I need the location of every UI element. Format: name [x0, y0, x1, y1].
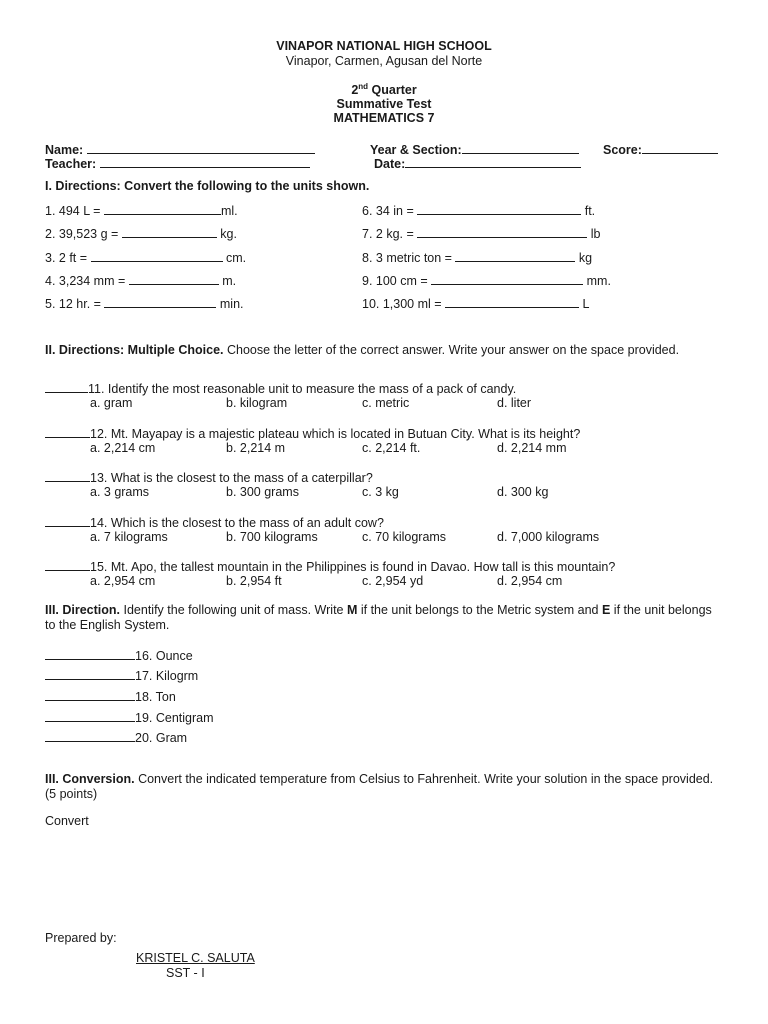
item-question: 7. 2 kg. =: [362, 227, 418, 241]
item-question: 8. 3 metric ton =: [362, 251, 456, 265]
unit-item: [45, 730, 187, 745]
mc-question: [45, 559, 615, 574]
preparer-position: SST - I: [166, 966, 205, 980]
question-text: 12. Mt. Mayapay is a majestic plateau which is located in Butuan City. What is its height?: [90, 427, 581, 441]
conversion-item[interactable]: [45, 203, 238, 218]
choice-b: b. 2,214 m: [226, 441, 286, 455]
name-line[interactable]: [87, 142, 315, 154]
choice-d: d. 300 kg: [497, 485, 549, 499]
choice-d: d. liter: [497, 396, 532, 410]
item-question: 10. 1,300 ml =: [362, 297, 446, 311]
item-unit: kg.: [216, 227, 237, 241]
choice-c: c. 3 kg: [362, 485, 399, 499]
part2-heading-text: Choose the letter of the correct answer. Write your answer on the space provided.: [223, 343, 680, 357]
conversion-item[interactable]: [45, 250, 246, 265]
conversion-item[interactable]: [362, 250, 592, 265]
item-unit: lb: [587, 227, 601, 241]
item-unit: ml.: [220, 204, 238, 218]
unit-item: [45, 710, 214, 725]
answer-line[interactable]: [104, 296, 216, 308]
choice-a: a. 3 grams: [90, 485, 150, 499]
unit-label: 17. Kilogrm: [135, 669, 199, 683]
choice-d: d. 2,214 mm: [497, 441, 567, 455]
answer-line[interactable]: [417, 203, 581, 215]
part4-heading-text: Convert the indicated temperature from Celsius to Fahrenheit. Write your solution in the space provided. (5 points): [45, 772, 714, 801]
subject-title: MATHEMATICS 7: [333, 111, 435, 125]
unit-item: [45, 668, 198, 683]
score-label: Score:: [603, 143, 642, 157]
question-text: 13. What is the closest to the mass of a caterpillar?: [90, 471, 373, 485]
unit-item: [45, 648, 193, 663]
preparer-name: KRISTEL C. SALUTA: [136, 951, 255, 965]
score-field[interactable]: [603, 142, 718, 157]
answer-line[interactable]: [45, 381, 88, 393]
score-line[interactable]: [642, 142, 718, 154]
choice-b: b. kilogram: [226, 396, 288, 410]
choice-c: c. metric: [362, 396, 410, 410]
answer-line[interactable]: [45, 515, 90, 527]
part3-heading: [45, 603, 723, 633]
item-question: 3. 2 ft =: [45, 251, 91, 265]
answer-line[interactable]: [45, 730, 135, 742]
school-address: Vinapor, Carmen, Agusan del Norte: [285, 54, 483, 68]
unit-label: 16. Ounce: [135, 649, 193, 663]
part4-heading-bold: III. Conversion.: [45, 772, 135, 786]
mc-question: [45, 381, 516, 396]
metric-letter: M: [346, 603, 358, 617]
quarter-number: 2: [351, 83, 359, 98]
quarter-suffix: nd: [358, 82, 369, 91]
year-section-line[interactable]: [462, 142, 579, 154]
item-unit: kg: [575, 251, 593, 265]
unit-item: [45, 689, 176, 704]
item-unit: cm.: [222, 251, 247, 265]
part3-text-3: if the unit belongs to the English System.: [45, 603, 712, 632]
date-label: Date:: [374, 157, 406, 171]
choice-a: a. gram: [90, 396, 133, 410]
answer-line[interactable]: [417, 226, 587, 238]
item-question: 1. 494 L =: [45, 204, 104, 218]
answer-line[interactable]: [455, 250, 575, 262]
school-name: VINAPOR NATIONAL HIGH SCHOOL: [276, 39, 492, 53]
part3-text-1: Identify the following unit of mass. Write: [120, 603, 347, 617]
choice-d: d. 7,000 kilograms: [497, 530, 600, 544]
choice-d: d. 2,954 cm: [497, 574, 563, 588]
conversion-item[interactable]: [362, 273, 611, 288]
part1-heading: I. Directions: Convert the following to the units shown.: [45, 179, 370, 193]
answer-line[interactable]: [45, 710, 135, 722]
answer-line[interactable]: [45, 668, 135, 680]
item-unit: L: [579, 297, 590, 311]
item-unit: min.: [216, 297, 244, 311]
quarter-word: Quarter: [371, 83, 417, 98]
question-text: 14. Which is the closest to the mass of an adult cow?: [90, 516, 384, 530]
english-letter: E: [601, 603, 611, 617]
part3-heading-bold: III. Direction.: [45, 603, 121, 617]
teacher-label: Teacher:: [45, 157, 97, 171]
answer-line[interactable]: [91, 250, 223, 262]
mc-question: [45, 515, 384, 530]
choice-c: c. 2,954 yd: [362, 574, 424, 588]
answer-line[interactable]: [45, 689, 135, 701]
answer-line[interactable]: [45, 648, 135, 660]
mc-question: [45, 470, 373, 485]
choice-a: a. 7 kilograms: [90, 530, 168, 544]
item-question: 2. 39,523 g =: [45, 227, 122, 241]
teacher-field[interactable]: [45, 156, 310, 171]
date-line[interactable]: [405, 156, 581, 168]
item-unit: mm.: [583, 274, 611, 288]
answer-line[interactable]: [45, 426, 90, 438]
year-section-field[interactable]: [370, 142, 579, 157]
choice-b: b. 2,954 ft: [226, 574, 282, 588]
mc-question: [45, 426, 580, 441]
item-question: 9. 100 cm =: [362, 274, 432, 288]
quarter-title: [0, 82, 768, 97]
conversion-item[interactable]: [45, 273, 236, 288]
question-text: 11. Identify the most reasonable unit to measure the mass of a pack of candy.: [88, 382, 517, 396]
choice-c: c. 2,214 ft.: [362, 441, 421, 455]
answer-line[interactable]: [431, 273, 583, 285]
unit-label: 19. Centigram: [135, 711, 214, 725]
answer-line[interactable]: [45, 470, 90, 482]
teacher-line[interactable]: [100, 156, 310, 168]
part2-heading-bold: II. Directions: Multiple Choice.: [45, 343, 224, 357]
part3-text-2: if the unit belongs to the Metric system and: [357, 603, 602, 617]
choice-b: b. 700 kilograms: [226, 530, 318, 544]
conversion-item[interactable]: [45, 226, 237, 241]
conversion-item[interactable]: [45, 296, 244, 311]
conversion-item[interactable]: [362, 203, 595, 218]
item-unit: ft.: [581, 204, 596, 218]
date-field[interactable]: [374, 156, 581, 171]
test-title: Summative Test: [336, 97, 432, 111]
answer-line[interactable]: [122, 226, 217, 238]
item-question: 6. 34 in =: [362, 204, 418, 218]
answer-line[interactable]: [104, 203, 221, 215]
year-section-label: Year & Section:: [370, 143, 462, 157]
unit-label: 18. Ton: [135, 690, 176, 704]
answer-line[interactable]: [445, 296, 579, 308]
prepared-by-label: Prepared by:: [45, 931, 117, 945]
conversion-item[interactable]: [362, 296, 589, 311]
convert-label: Convert: [45, 814, 89, 828]
part4-heading: [45, 772, 725, 802]
choice-a: a. 2,214 cm: [90, 441, 156, 455]
unit-label: 20. Gram: [135, 731, 188, 745]
choice-c: c. 70 kilograms: [362, 530, 447, 544]
choice-a: a. 2,954 cm: [90, 574, 156, 588]
conversion-item[interactable]: [362, 226, 600, 241]
answer-line[interactable]: [129, 273, 219, 285]
choice-b: b. 300 grams: [226, 485, 299, 499]
item-unit: m.: [218, 274, 237, 288]
name-label: Name:: [45, 143, 84, 157]
item-question: 4. 3,234 mm =: [45, 274, 129, 288]
part2-heading: [45, 343, 723, 357]
question-text: 15. Mt. Apo, the tallest mountain in the Philippines is found in Davao. How tall is this mountain?: [90, 560, 616, 574]
item-question: 5. 12 hr. =: [45, 297, 105, 311]
answer-line[interactable]: [45, 559, 90, 571]
name-field[interactable]: [45, 142, 315, 157]
